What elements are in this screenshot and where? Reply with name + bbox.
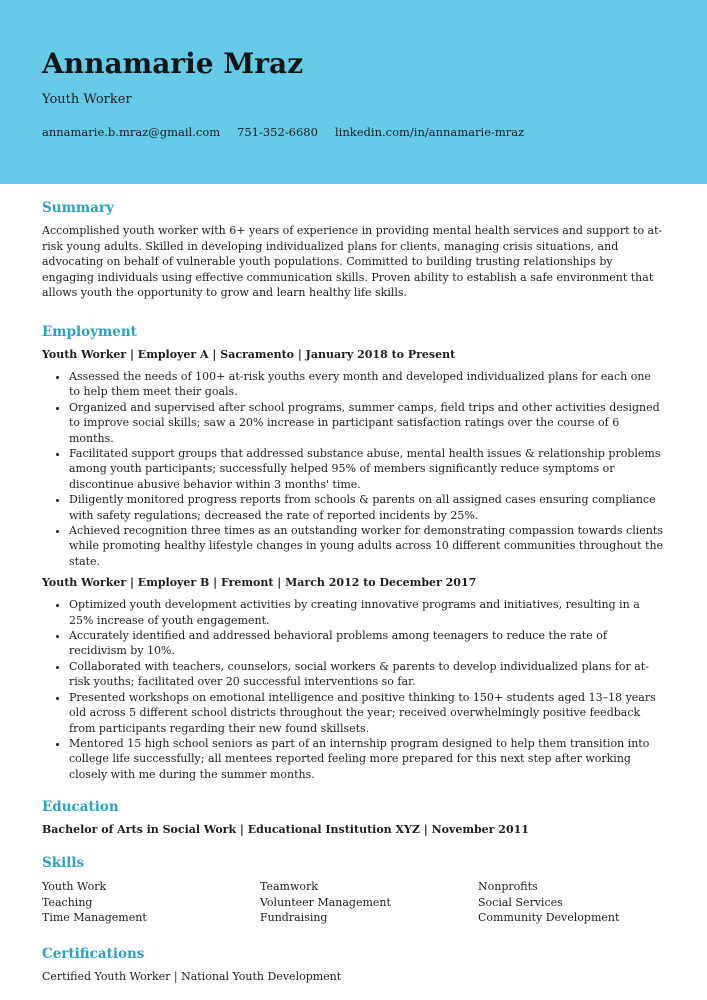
certification-entry: Certified Youth Worker | National Youth Development bbox=[42, 969, 342, 983]
job-bullet: • Achieved recognition three times as an outstanding worker for demonstrating compassion towards clients while promoting healthy lifestyle changes in young adults across 10 different communities throughout the state. bbox=[69, 523, 664, 569]
skill-item: Volunteer Management bbox=[260, 895, 391, 909]
candidate-name: Annamarie Mraz bbox=[42, 47, 304, 80]
job-bullet: • Organized and supervised after school programs, summer camps, field trips and other activities designed to improve social skills; saw a 20% increase in participant satisfaction ratings over the course of 6 months. bbox=[69, 400, 664, 446]
job-bullet: • Optimized youth development activities by creating innovative programs and initiatives, resulting in a 25% increase of youth engagement. bbox=[69, 597, 664, 628]
employment-heading: Employment bbox=[42, 323, 137, 340]
skill-item: Fundraising bbox=[260, 911, 328, 925]
job-bullet: • Assessed the needs of 100+ at-risk youths every month and developed individualized plans for each one to help them meet their goals. bbox=[69, 369, 664, 400]
job-bullet: • Diligently monitored progress reports from schools & parents on all assigned cases ensuring compliance with safety regulations; decreased the rate of reported incidents by 25%. bbox=[69, 492, 664, 523]
skill-item: Nonprofits bbox=[478, 880, 538, 894]
job-bullet: • Collaborated with teachers, counselors, social workers & parents to develop individualized plans for at-risk youths; facilitated over 20 successful interventions so far. bbox=[69, 659, 664, 690]
skill-item: Teaching bbox=[42, 895, 93, 909]
job-bullet: • Facilitated support groups that addressed substance abuse, mental health issues & relationship problems among youth participants; successfully helped 95% of members significantly reduce symptoms or discontinue abusive behavior within 3 months' time. bbox=[69, 446, 664, 492]
skill-item: Youth Work bbox=[42, 880, 107, 894]
summary-heading: Summary bbox=[42, 200, 114, 216]
phone-number: 751-352-6680 bbox=[237, 125, 318, 139]
skills-grid bbox=[42, 879, 664, 926]
education-entry: Bachelor of Arts in Social Work | Educational Institution XYZ | November 2011 bbox=[42, 823, 529, 837]
education-heading: Education bbox=[42, 799, 119, 816]
job-header: Youth Worker | Employer A | Sacramento | January 2018 to Present bbox=[42, 347, 456, 361]
skill-item: Social Services bbox=[478, 895, 563, 909]
job-bullet-list bbox=[42, 597, 664, 782]
job-bullet: • Presented workshops on emotional intelligence and positive thinking to 150+ students aged 13–18 years old across 5 different school districts throughout the year; received overwhelmingly positive feedback from participants regarding their new found skillsets. bbox=[69, 690, 664, 736]
summary-text: Accomplished youth worker with 6+ years of experience in providing mental health services and support to at-risk young adults. Skilled in developing individualized plans for clients, managing crisis situations, and advocating on behalf of vulnerable youth populations. Committed to building trusting relationships by engaging individuals using effective communication skills. Proven ability to establish a safe environment that allows youth the opportunity to grow and learn healthy life skills. bbox=[42, 224, 663, 300]
resume-body bbox=[42, 197, 664, 985]
job-title: Youth Worker bbox=[42, 92, 132, 107]
job-bullet: • Accurately identified and addressed behavioral problems among teenagers to reduce the rate of recidivism by 10%. bbox=[69, 628, 664, 659]
skill-item: Community Development bbox=[478, 911, 620, 925]
resume-header bbox=[0, 0, 707, 184]
linkedin-link[interactable]: linkedin.com/in/annamarie-mraz bbox=[335, 125, 525, 139]
job-bullet-list bbox=[42, 369, 664, 569]
job-bullet: • Mentored 15 high school seniors as part of an internship program designed to help them transition into college life successfully; all mentees reported feeling more prepared for this next step after working closely with me during the summer months. bbox=[69, 736, 664, 782]
skill-item: Teamwork bbox=[260, 880, 318, 894]
certifications-heading: Certifications bbox=[42, 945, 145, 962]
skills-heading: Skills bbox=[42, 855, 85, 872]
job-header: Youth Worker | Employer B | Fremont | March 2012 to December 2017 bbox=[42, 576, 477, 590]
skill-item: Time Management bbox=[42, 911, 147, 925]
email-link[interactable]: annamarie.b.mraz@gmail.com bbox=[42, 125, 221, 139]
